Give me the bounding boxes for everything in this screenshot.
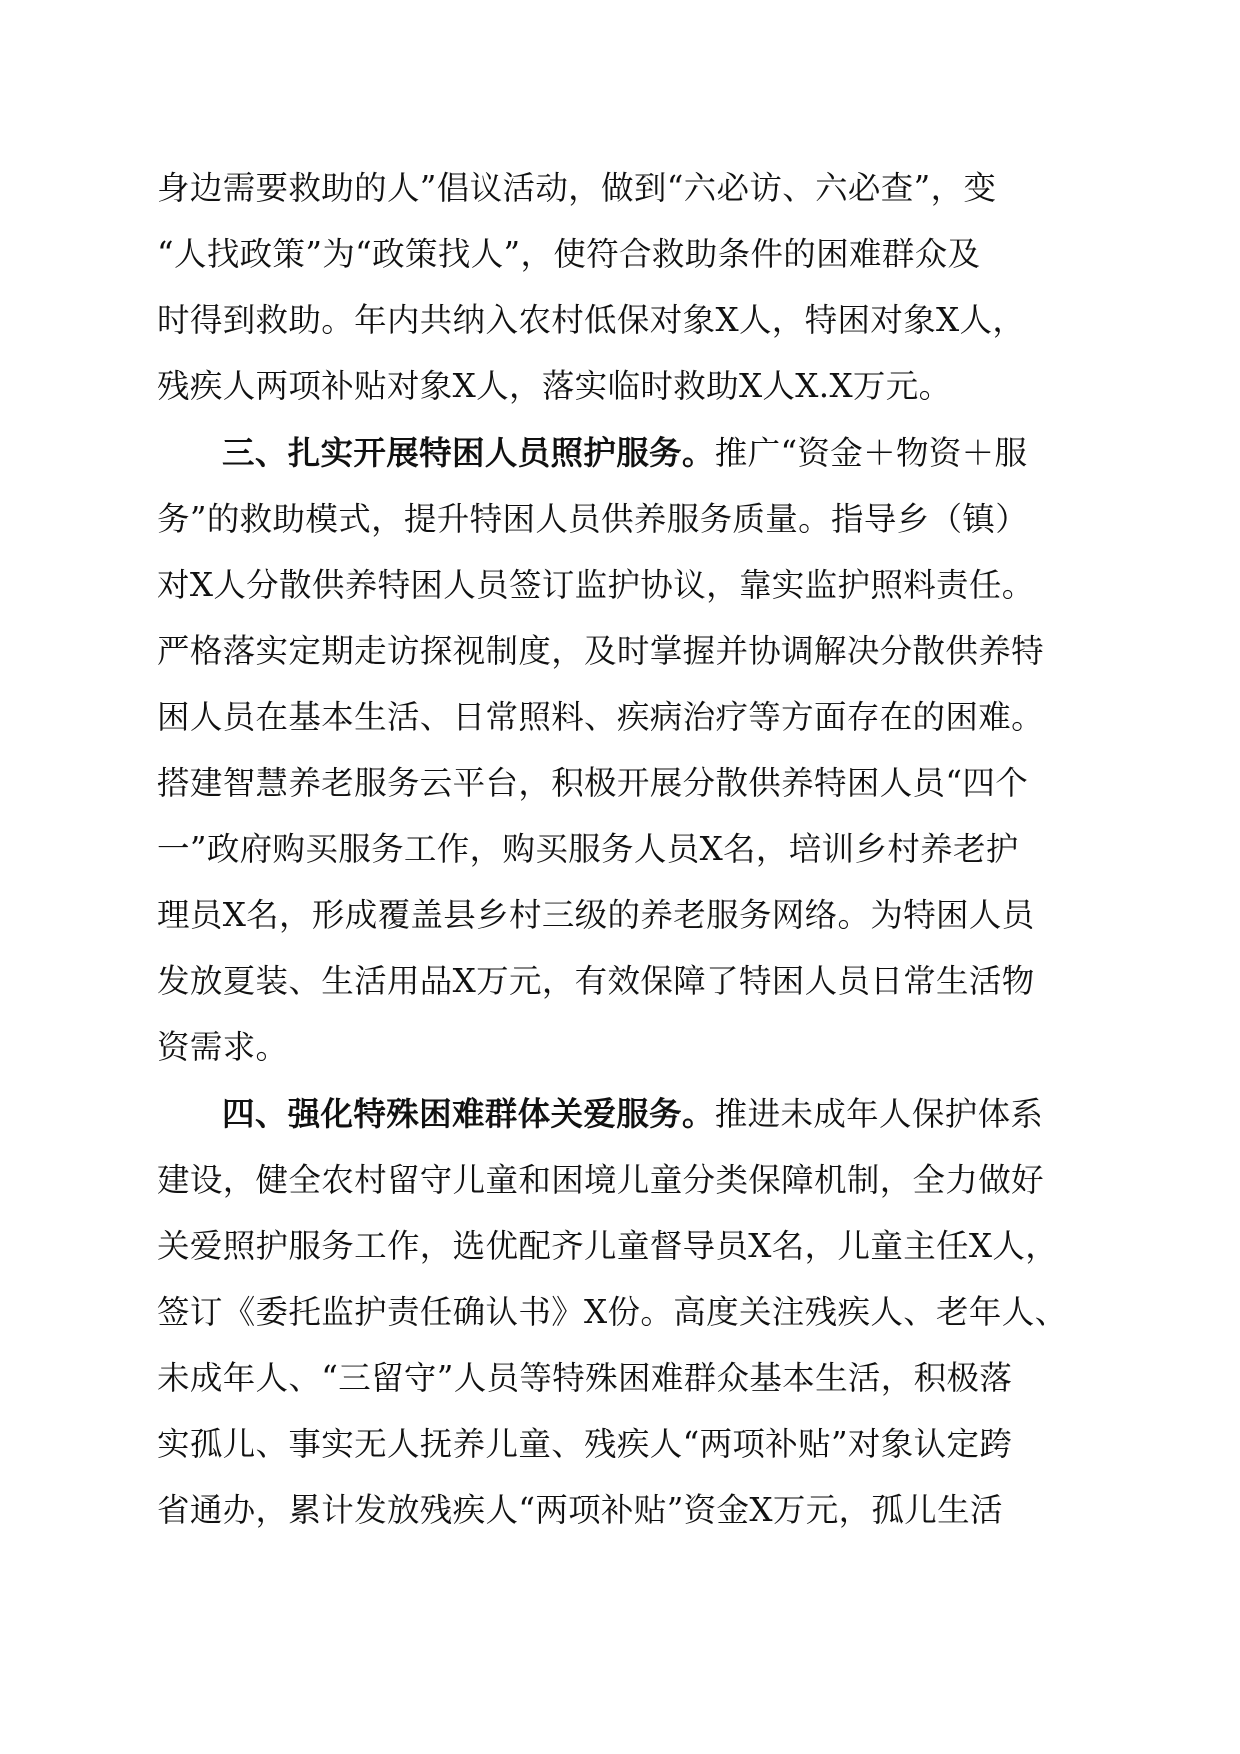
paragraph-1-line-3: 时得到救助。年内共纳入农村低保对象X人，特困对象X人，: [157, 301, 1026, 339]
section-3-line: 困人员在基本生活、日常照料、疾病治疗等方面存在的困难。: [157, 698, 1044, 736]
section-3-line: 理员X名，形成覆盖县乡村三级的养老服务网络。为特困人员: [157, 896, 1035, 934]
section-3-line: 务”的救助模式，提升特困人员供养服务质量。指导乡（镇）: [157, 500, 1029, 538]
section-3-first-line-text: 推广“资金＋物资＋服: [714, 434, 1028, 472]
section-4-line: 未成年人、“三留守”人员等特殊困难群众基本生活，积极落: [157, 1359, 1013, 1397]
section-3-line: 资需求。: [157, 1028, 289, 1066]
section-4-line: 签订《委托监护责任确认书》X份。高度关注残疾人、老年人、: [157, 1293, 1068, 1331]
section-4-line: 建设，健全农村留守儿童和困境儿童分类保障机制，全力做好: [157, 1161, 1044, 1199]
section-4-first-line: [222, 1081, 1057, 1147]
section-3-line: 一”政府购买服务工作，购买服务人员X名，培训乡村养老护: [157, 830, 1019, 868]
paragraph-1-line-1: 身边需要救助的人”倡议活动，做到“六必访、六必查”，变: [157, 169, 997, 207]
section-4-line: 实孤儿、事实无人抚养儿童、残疾人“两项补贴”对象认定跨: [157, 1425, 1013, 1463]
section-4-line: 省通办，累计发放残疾人“两项补贴”资金X万元，孤儿生活: [157, 1491, 1003, 1529]
section-4-heading: 四、强化特殊困难群体关爱服务。: [222, 1095, 715, 1133]
paragraph-1-line-4: 残疾人两项补贴对象X人，落实临时救助X人X.X万元。: [157, 367, 952, 405]
section-3-heading: 三、扎实开展特困人员照护服务。: [222, 434, 715, 472]
section-3-line: 对X人分散供养特困人员签订监护协议，靠实监护照料责任。: [157, 566, 1035, 604]
section-3-first-line: [222, 420, 1057, 486]
section-3-line: 严格落实定期走访探视制度，及时掌握并协调解决分散供养特: [157, 632, 1044, 670]
section-4-line: 关爱照护服务工作，选优配齐儿童督导员X名，儿童主任X人，: [157, 1227, 1059, 1265]
section-3-line: 发放夏装、生活用品X万元，有效保障了特困人员日常生活物: [157, 962, 1035, 1000]
paragraph-1-line-2: “人找政策”为“政策找人”，使符合救助条件的困难群众及: [157, 235, 981, 273]
section-4-first-line-text: 推进未成年人保护体系: [714, 1095, 1044, 1133]
section-3-line: 搭建智慧养老服务云平台，积极开展分散供养特困人员“四个: [157, 764, 1029, 802]
